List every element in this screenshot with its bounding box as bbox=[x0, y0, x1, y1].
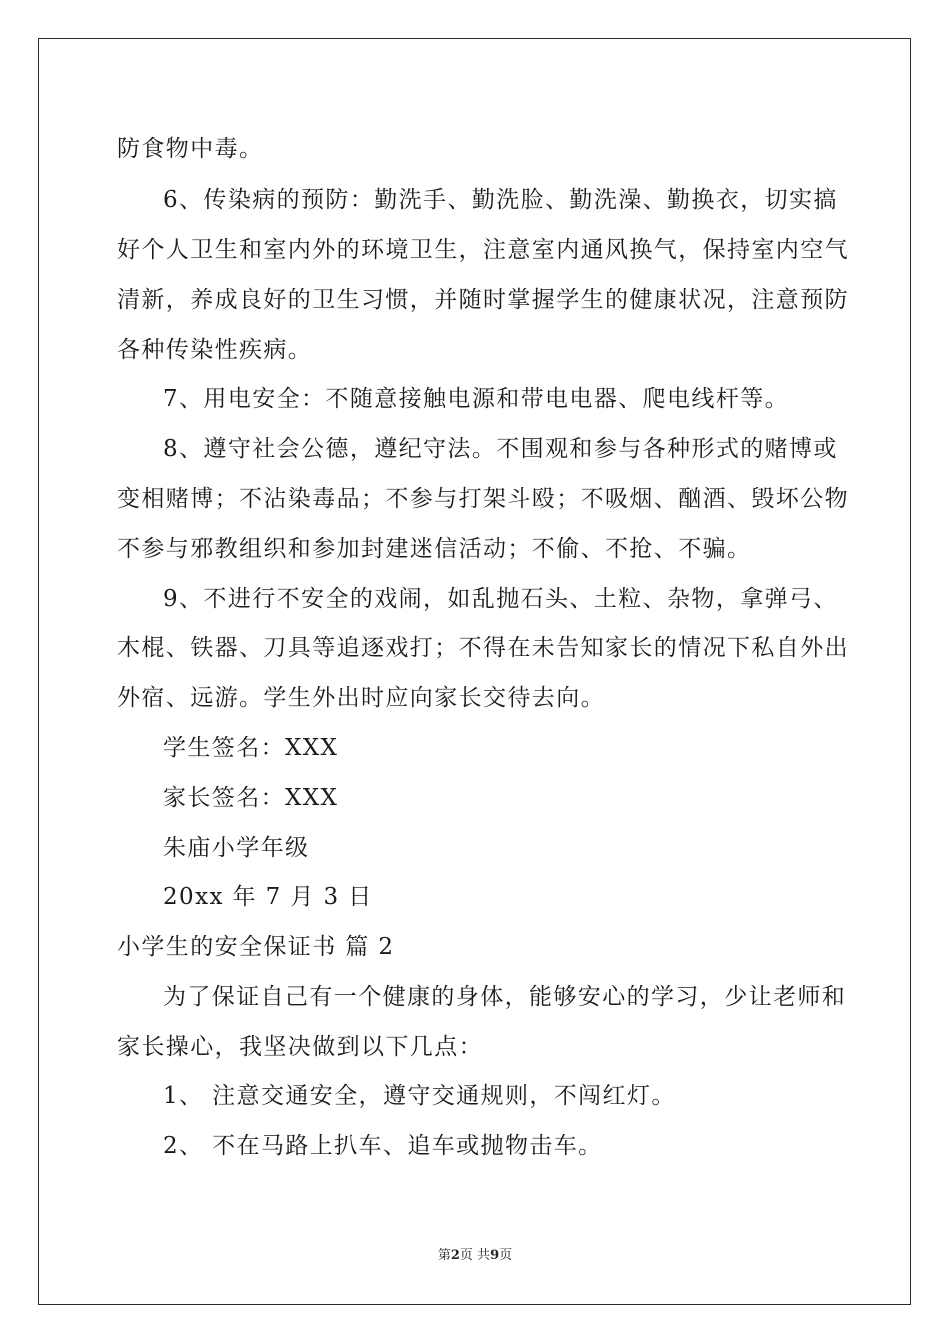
text-line: 变相赌博；不沾染毒品；不参与打架斗殴；不吸烟、酗酒、毁坏公物 bbox=[117, 486, 849, 512]
page-border bbox=[38, 38, 911, 1305]
text-line: 各种传染性疾病。 bbox=[117, 337, 313, 363]
text-line: 防食物中毒。 bbox=[117, 136, 264, 162]
list-item: 2、 不在马路上扒车、追车或抛物击车。 bbox=[163, 1133, 603, 1159]
footer-prefix: 第 bbox=[437, 1248, 451, 1263]
footer-suffix: 页 bbox=[499, 1248, 513, 1263]
text-line: 不参与邪教组织和参加封建迷信活动；不偷、不抢、不骗。 bbox=[117, 536, 752, 562]
footer-page-number: 2 bbox=[450, 1248, 460, 1263]
date-line: 20xx 年 7 月 3 日 bbox=[163, 884, 373, 910]
text-line: 为了保证自己有一个健康的身体，能够安心的学习，少让老师和 bbox=[163, 984, 847, 1010]
parent-signature: 家长签名：XXX bbox=[163, 785, 339, 811]
text-line: 好个人卫生和室内外的环境卫生，注意室内通风换气，保持室内空气 bbox=[117, 237, 849, 263]
text-line: 外宿、远游。学生外出时应向家长交待去向。 bbox=[117, 685, 605, 711]
text-line: 6、传染病的预防：勤洗手、勤洗脸、勤洗澡、勤换衣，切实搞 bbox=[163, 187, 838, 213]
text-line: 9、不进行不安全的戏闹，如乱抛石头、土粒、杂物，拿弹弓、 bbox=[163, 586, 838, 612]
page-footer bbox=[0, 1248, 950, 1264]
text-line: 8、遵守社会公德，遵纪守法。不围观和参与各种形式的赌博或 bbox=[163, 436, 838, 462]
text-line: 7、用电安全：不随意接触电源和带电电器、爬电线杆等。 bbox=[163, 386, 790, 412]
footer-total-pages: 9 bbox=[490, 1248, 500, 1263]
student-signature: 学生签名：XXX bbox=[163, 735, 339, 761]
text-line: 木棍、铁器、刀具等追逐戏打；不得在未告知家长的情况下私自外出 bbox=[117, 635, 849, 661]
school-name: 朱庙小学年级 bbox=[163, 835, 310, 861]
footer-middle: 页 共 bbox=[459, 1248, 491, 1263]
text-line: 家长操心，我坚决做到以下几点： bbox=[117, 1034, 483, 1060]
text-line: 清新，养成良好的卫生习惯，并随时掌握学生的健康状况，注意预防 bbox=[117, 287, 849, 313]
section-heading: 小学生的安全保证书 篇 2 bbox=[117, 934, 395, 960]
list-item: 1、 注意交通安全，遵守交通规则，不闯红灯。 bbox=[163, 1083, 676, 1109]
